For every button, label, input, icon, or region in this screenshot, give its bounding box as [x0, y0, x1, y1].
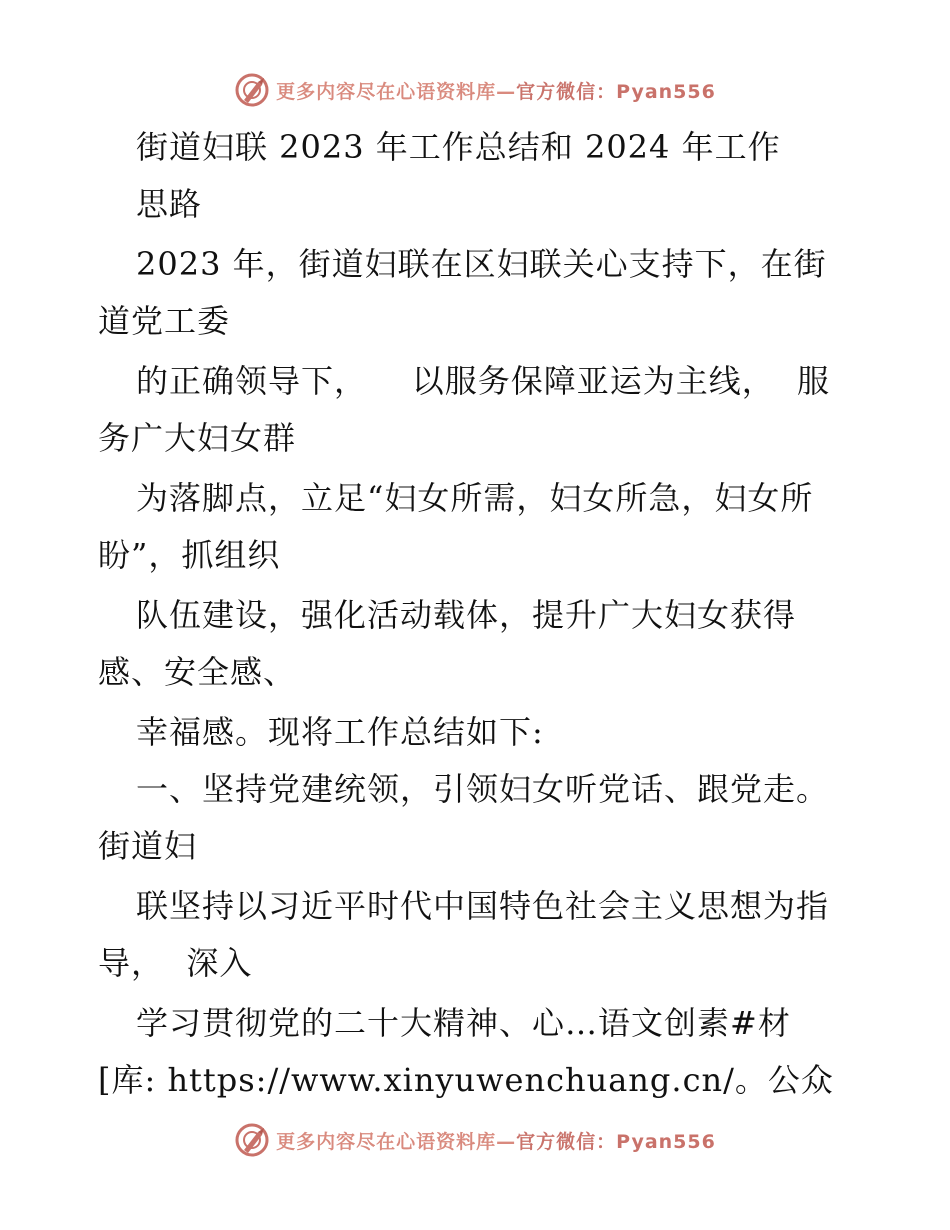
watermark-text — [276, 77, 716, 104]
doc-text-line: 务广大妇女群 — [98, 419, 297, 457]
pen-in-circle-icon — [234, 1122, 270, 1158]
watermark-wechat: 官方微信：Pyan556 — [516, 80, 716, 103]
doc-text-line: 的正确领导下， 以服务保障亚运为主线， 服 — [136, 362, 831, 400]
doc-text-line: 学习贯彻党的二十大精神、心…语文创素#材 — [136, 1004, 791, 1042]
pen-in-circle-icon — [234, 72, 270, 108]
doc-text-line: 街道妇 — [98, 827, 198, 865]
doc-text-line: 2023 年，街道妇联在区妇联关心支持下，在街 — [136, 245, 827, 283]
doc-text-line: [库: https://www.xinyuwenchuang.cn/。公众 — [98, 1061, 834, 1099]
watermark-wechat: 官方微信：Pyan556 — [516, 1130, 716, 1153]
footer-watermark-banner — [0, 1120, 950, 1160]
doc-text-line: 为落脚点，立足“妇女所需，妇女所急，妇女所 — [136, 479, 814, 517]
doc-text-line: 队伍建设，强化活动载体，提升广大妇女获得 — [136, 596, 797, 634]
doc-title-line-2: 思路 — [136, 185, 203, 223]
watermark-main: 更多内容尽在心语资料库— — [276, 80, 517, 103]
watermark-text — [276, 1127, 716, 1154]
doc-section-heading: 一、坚持党建统领，引领妇女听党话、跟党走。 — [136, 770, 830, 808]
doc-text-line: 盼”，抓组织 — [98, 536, 281, 574]
doc-text-line: 道党工委 — [98, 302, 231, 340]
watermark-main: 更多内容尽在心语资料库— — [276, 1130, 517, 1153]
doc-text-line: 导， 深入 — [98, 944, 253, 982]
header-watermark-banner — [0, 70, 950, 110]
doc-text-line: 幸福感。现将工作总结如下: — [136, 713, 544, 751]
doc-text-line: 感、安全感、 — [98, 653, 297, 691]
doc-text-line: 联坚持以习近平时代中国特色社会主义思想为指 — [136, 887, 830, 925]
doc-title-line-1: 街道妇联 2023 年工作总结和 2024 年工作 — [136, 128, 781, 166]
